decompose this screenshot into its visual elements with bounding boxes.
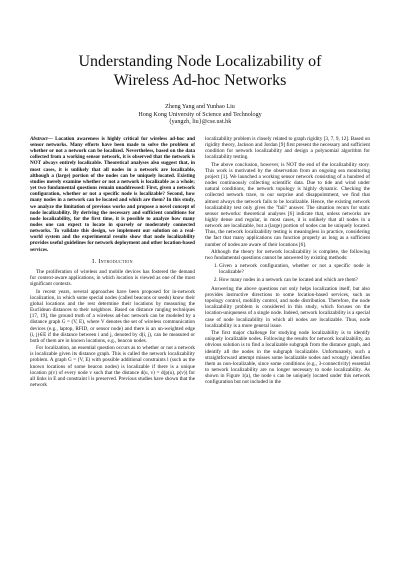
abstract-label: Abstract bbox=[30, 135, 48, 142]
title-line-1: Understanding Node Localizability of bbox=[78, 53, 322, 70]
section-heading bbox=[30, 259, 195, 265]
list-item: 2. How many nodes in a network can be located and which are them? bbox=[219, 277, 370, 283]
paragraph: For localization, an essential question occurs as to whether or not a network is localizable given its distance graph. This is called the network localizability problem. A graph G = (V, E) with possible additional constraints l (such as the known locations of some beacon nodes) is localizable if there is a unique location p(v) of every node v such that the distance d(u, v) = d(p(u), p(v)) for all links in E and constraint l is preserved. Previous studies have shown that the network bbox=[30, 345, 195, 389]
author-block bbox=[30, 104, 370, 127]
right-column bbox=[205, 136, 370, 390]
paper-title bbox=[30, 52, 370, 90]
section-title: Introduction bbox=[98, 257, 133, 265]
paragraph: Although the theory for network localizability is complete, the following two fundamental questions cannot be answered by existing methods: bbox=[205, 248, 370, 262]
abstract bbox=[30, 136, 195, 253]
author-names: Zheng Yang and Yunhao Liu bbox=[165, 104, 235, 110]
author-affiliation: Hong Kong University of Science and Technology bbox=[138, 111, 262, 118]
author-emails: {yangzh, liu}@cse.ust.hk bbox=[168, 119, 232, 126]
paragraph: Answering the above questions not only helps localization itself, but also provides instructive directions to some location-based services, such as topology control, mobility control, and node distribution. Therefore, the node localizability problem is considered in this study, which focuses on the location-uniqueness of a single node. Indeed, network localizability is a special case of node localizability in which all nodes are localizable. Thus, node localizability is a more general issue. bbox=[205, 285, 370, 329]
paragraph: localizability problem is closely related to graph rigidity [3, 7, 9, 12]. Based on rigidity theory, Jackson and Jordan [9] first present the necessary and sufficient condition for network localizability and design a polynomial algorithm for localizability testing. bbox=[205, 135, 370, 161]
question-list bbox=[205, 263, 370, 282]
list-item: 1. Given a network configuration, whether or not a specific node is localizable? bbox=[219, 263, 370, 275]
title-line-2: Wireless Ad-hoc Networks bbox=[113, 72, 287, 89]
paragraph: The above conclusion, however, is NOT the end of the localizability story. This work is motivated by the observation from an ongoing sea monitoring project [1]. We launched a working sensor network consisting of a hundred of nodes continuously collecting scientific data. Due to tide and wind under natural conditions, the network topology is highly dynamic. Checking the collected network trace, to our surprise and disappointment, we find that almost always the network fails to be localizable. Hence, the existing network localizability test only gives the "fail" answer. The situation recurs for static sensor networks: theoretical analyses [6] indicate that, unless networks are highly dense and regular, in most cases, it is unlikely that all nodes in a network are localizable, but a (large) portion of nodes can be uniquely located. Thus, the network localizability testing is meaningless in practice, considering the fact that many applications can function properly as long as a sufficient number of nodes are aware of their locations [6]. bbox=[205, 161, 370, 248]
left-column bbox=[30, 136, 195, 390]
abstract-text: — Location awareness is highly critical for wireless ad-hoc and sensor networks. Many efforts have been made to solve the problem of whether or not a network can be localized. Nevertheless, based on the data collected from a working sensor network, it is observed that the network is NOT always entirely localizable. Theoretical analyses also suggest that, in most cases, it is unlikely that all nodes in a network are localizable, although a (large) portion of the nodes can be uniquely located. Existing studies merely examine whether or not a network is localizable as a whole; yet two fundamental questions remain unaddressed: First, given a network configuration, whether or not a specific node is localizable? Second, how many nodes in a network can be located and which are them? In this study, we analyze the limitation of previous works and propose a novel concept of node localizability. By deriving the necessary and sufficient conditions for node localizability, for the first time, it is possible to analyze how many nodes one can expect to locate in sparsely or moderately connected networks. To validate this design, we implement our solution on a real-world system and the experimental results show that node localizability provides useful guidelines for network deployment and other location-based services. bbox=[30, 135, 195, 253]
paragraph: The first major challenge for studying node localizability is to identify uniquely localizable nodes. Following the results for network localizability, an obvious solution is to find a localizable subgraph from the distance graph, and identify all the nodes in the subgraph localizable. Unfortunately, such a straightforward attempt misses some localizable nodes and wrongly identifies them as non-localizable, since some conditions (e.g., 3-connectivity) essential to network localizability are no longer necessary to node localizability. As shown in Figure 1(a), the node s can be uniquely located under this network configuration but not included in the bbox=[205, 330, 370, 386]
two-column-body bbox=[30, 136, 370, 390]
section-numeral: I. bbox=[92, 257, 97, 265]
paragraph: In recent years, several approaches have been proposed for in-network localization, in which some special nodes (called beacons or seeds) know their global locations and the rest determine their locations by measuring the Euclidean distances to their neighbors. Based on distance ranging techniques [17, 19], the ground truth of a wireless ad-hoc network can be modeled by a distance graph G = (V, E), where V denotes the set of wireless communication devices (e.g., laptop, RFID, or sensor node) and there is an un-weighted edge (i, j)∈E if the distance between i and j, denoted by d(i, j), can be measured or both of them are in known locations, e.g., beacon nodes. bbox=[30, 288, 195, 344]
paragraph: The proliferation of wireless and mobile devices has fostered the demand for context-aware applications, in which location is viewed as one of the most significant contexts. bbox=[30, 268, 195, 288]
